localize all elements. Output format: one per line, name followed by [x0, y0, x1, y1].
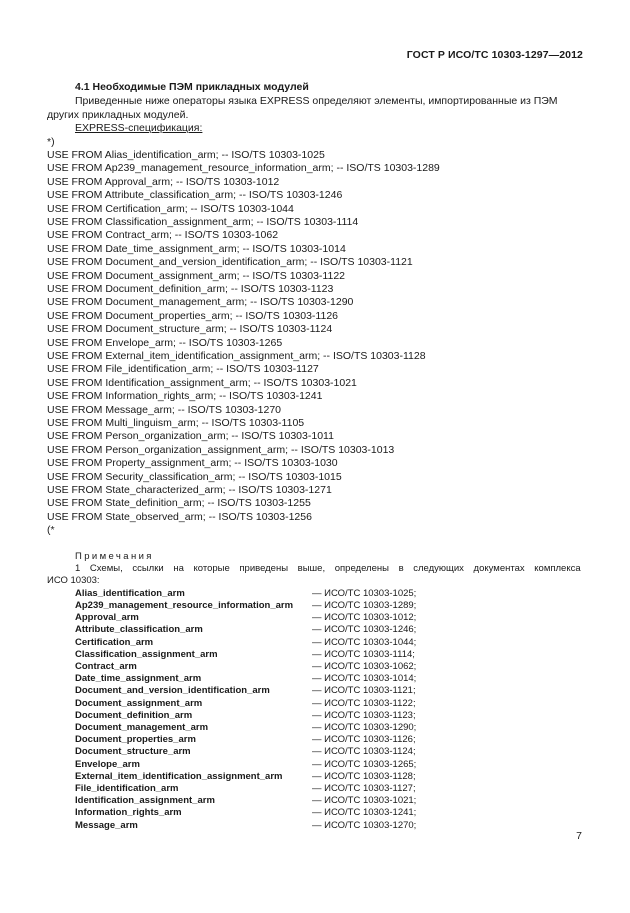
ref-row — [75, 807, 583, 819]
ref-row — [75, 759, 583, 771]
ref-schema-name: Alias_identification_arm — [75, 587, 185, 599]
ref-document: — ИСО/ТС 10303-1126; — [312, 734, 416, 746]
ref-schema-name: External_item_identification_assignment_arm — [75, 770, 283, 782]
ref-schema-name: Contract_arm — [75, 660, 137, 672]
code-line: USE FROM Property_assignment_arm; -- ISO/TS 10303-1030 — [47, 457, 338, 470]
code-line: USE FROM Document_management_arm; -- ISO/TS 10303-1290 — [47, 296, 354, 309]
ref-schema-name: Certification_arm — [75, 636, 154, 648]
code-line: USE FROM Person_organization_assignment_arm; -- ISO/TS 10303-1013 — [47, 443, 395, 456]
ref-row — [75, 795, 583, 807]
ref-row — [75, 637, 583, 649]
ref-schema-name: Envelope_arm — [75, 758, 140, 770]
section-title: 4.1 Необходимые ПЭМ прикладных модулей — [75, 81, 309, 93]
code-line: USE FROM Document_definition_arm; -- ISO/TS 10303-1123 — [47, 282, 334, 295]
ref-schema-name: File_identification_arm — [75, 782, 179, 794]
code-line: USE FROM File_identification_arm; -- ISO/TS 10303-1127 — [47, 363, 319, 376]
code-line: USE FROM Attribute_classification_arm; -- ISO/TS 10303-1246 — [47, 189, 343, 202]
code-line: USE FROM Ap239_management_resource_information_arm; -- ISO/TS 10303-1289 — [47, 162, 440, 175]
ref-document: — ИСО/ТС 10303-1021; — [312, 795, 417, 807]
ref-schema-name: Identification_assignment_arm — [75, 795, 215, 807]
ref-schema-name: Document_definition_arm — [75, 709, 193, 721]
ref-document: — ИСО/ТС 10303-1241; — [312, 807, 417, 819]
ref-schema-name: Attribute_classification_arm — [75, 624, 203, 636]
ref-document: — ИСО/ТС 10303-1014; — [312, 673, 417, 685]
ref-document: — ИСО/ТС 10303-1124; — [312, 746, 416, 758]
ref-schema-name: Document_structure_arm — [75, 746, 191, 758]
ref-row — [75, 649, 583, 661]
code-line: USE FROM External_item_identification_assignment_arm; -- ISO/TS 10303-1128 — [47, 350, 426, 362]
ref-row — [75, 673, 583, 685]
ref-row — [75, 710, 583, 722]
ref-row — [75, 820, 583, 832]
code-line: USE FROM Person_organization_arm; -- ISO/TS 10303-1011 — [47, 430, 334, 443]
document-header: ГОСТ Р ИСО/ТС 10303-1297—2012 — [406, 49, 583, 61]
schema-reference-list — [75, 588, 583, 832]
ref-document: — ИСО/ТС 10303-1246; — [312, 624, 417, 636]
ref-document: — ИСО/ТС 10303-1289; — [312, 599, 417, 611]
ref-document: — ИСО/ТС 10303-1062; — [312, 660, 417, 672]
ref-schema-name: Message_arm — [75, 819, 138, 831]
code-line: USE FROM Envelope_arm; -- ISO/TS 10303-1265 — [47, 336, 283, 349]
ref-row — [75, 746, 583, 758]
ref-schema-name: Approval_arm — [75, 612, 139, 624]
page-content — [47, 79, 583, 832]
code-open-comment: *) — [47, 135, 55, 148]
ref-row — [75, 783, 583, 795]
ref-document: — ИСО/ТС 10303-1270; — [312, 819, 417, 831]
ref-schema-name: Information_rights_arm — [75, 807, 182, 819]
ref-document: — ИСО/ТС 10303-1025; — [312, 587, 417, 599]
ref-row — [75, 734, 583, 746]
code-line: USE FROM Message_arm; -- ISO/TS 10303-1270 — [47, 403, 281, 416]
code-line: USE FROM Document_structure_arm; -- ISO/TS 10303-1124 — [47, 323, 333, 336]
ref-document: — ИСО/ТС 10303-1012; — [312, 612, 417, 624]
ref-row — [75, 661, 583, 673]
ref-row — [75, 612, 583, 624]
code-line: USE FROM Security_classification_arm; -- ISO/TS 10303-1015 — [47, 470, 342, 483]
ref-document: — ИСО/ТС 10303-1127; — [312, 782, 416, 794]
code-line: USE FROM State_definition_arm; -- ISO/TS 10303-1255 — [47, 497, 311, 510]
ref-row — [75, 698, 583, 710]
code-line: USE FROM Alias_identification_arm; -- ISO/TS 10303-1025 — [47, 148, 325, 161]
express-spec-label: EXPRESS-спецификация: — [75, 122, 203, 134]
code-line: USE FROM Information_rights_arm; -- ISO/TS 10303-1241 — [47, 390, 323, 403]
code-line: USE FROM Identification_assignment_arm; -- ISO/TS 10303-1021 — [47, 376, 357, 389]
ref-document: — ИСО/ТС 10303-1265; — [312, 758, 417, 770]
code-line: USE FROM Certification_arm; -- ISO/TS 10303-1044 — [47, 202, 294, 215]
ref-schema-name: Ap239_management_resource_information_arm — [75, 599, 294, 611]
ref-schema-name: Classification_assignment_arm — [75, 648, 218, 660]
notes-title: Примечания — [75, 550, 154, 562]
ref-schema-name: Document_properties_arm — [75, 734, 196, 746]
code-line: USE FROM Classification_assignment_arm; -- ISO/TS 10303-1114 — [47, 215, 359, 228]
ref-row — [75, 685, 583, 697]
ref-document: — ИСО/ТС 10303-1128; — [312, 770, 416, 782]
ref-document: — ИСО/ТС 10303-1114; — [312, 648, 415, 660]
ref-document: — ИСО/ТС 10303-1123; — [312, 709, 416, 721]
ref-schema-name: Date_time_assignment_arm — [75, 673, 202, 685]
notes-text: 1 Схемы, ссылки на которые приведены выше, определены в следующих документах комплекса — [75, 562, 581, 574]
code-close-comment: (* — [47, 524, 55, 537]
code-line: USE FROM Date_time_assignment_arm; -- ISO/TS 10303-1014 — [47, 242, 346, 255]
code-line: USE FROM Document_and_version_identification_arm; -- ISO/TS 10303-1121 — [47, 256, 413, 269]
ref-schema-name: Document_assignment_arm — [75, 697, 203, 709]
code-line: USE FROM Document_assignment_arm; -- ISO/TS 10303-1122 — [47, 269, 346, 282]
ref-row — [75, 588, 583, 600]
ref-document: — ИСО/ТС 10303-1044; — [312, 636, 417, 648]
code-line: USE FROM Approval_arm; -- ISO/TS 10303-1012 — [47, 175, 280, 188]
ref-schema-name: Document_and_version_identification_arm — [75, 685, 270, 697]
ref-row — [75, 600, 583, 612]
code-line: USE FROM State_characterized_arm; -- ISO/TS 10303-1271 — [47, 484, 332, 497]
code-line: USE FROM Multi_linguism_arm; -- ISO/TS 10303-1105 — [47, 417, 305, 430]
code-line: USE FROM Contract_arm; -- ISO/TS 10303-1062 — [47, 229, 279, 242]
notes-text-continued: ИСО 10303: — [47, 575, 100, 587]
code-line: USE FROM Document_properties_arm; -- ISO/TS 10303-1126 — [47, 309, 339, 322]
ref-row — [75, 624, 583, 636]
ref-document: — ИСО/ТС 10303-1122; — [312, 697, 416, 709]
ref-row — [75, 771, 583, 783]
ref-schema-name: Document_management_arm — [75, 721, 209, 733]
code-line: USE FROM State_observed_arm; -- ISO/TS 10303-1256 — [47, 510, 312, 523]
express-code-block — [47, 136, 583, 538]
page-number: 7 — [576, 830, 582, 842]
ref-document: — ИСО/ТС 10303-1290; — [312, 721, 417, 733]
intro-paragraph: Приведенные ниже операторы языка EXPRESS определяют элементы, импортированные из ПЭМ других прикладных модулей. — [47, 95, 558, 121]
ref-row — [75, 722, 583, 734]
ref-document: — ИСО/ТС 10303-1121; — [312, 685, 416, 697]
